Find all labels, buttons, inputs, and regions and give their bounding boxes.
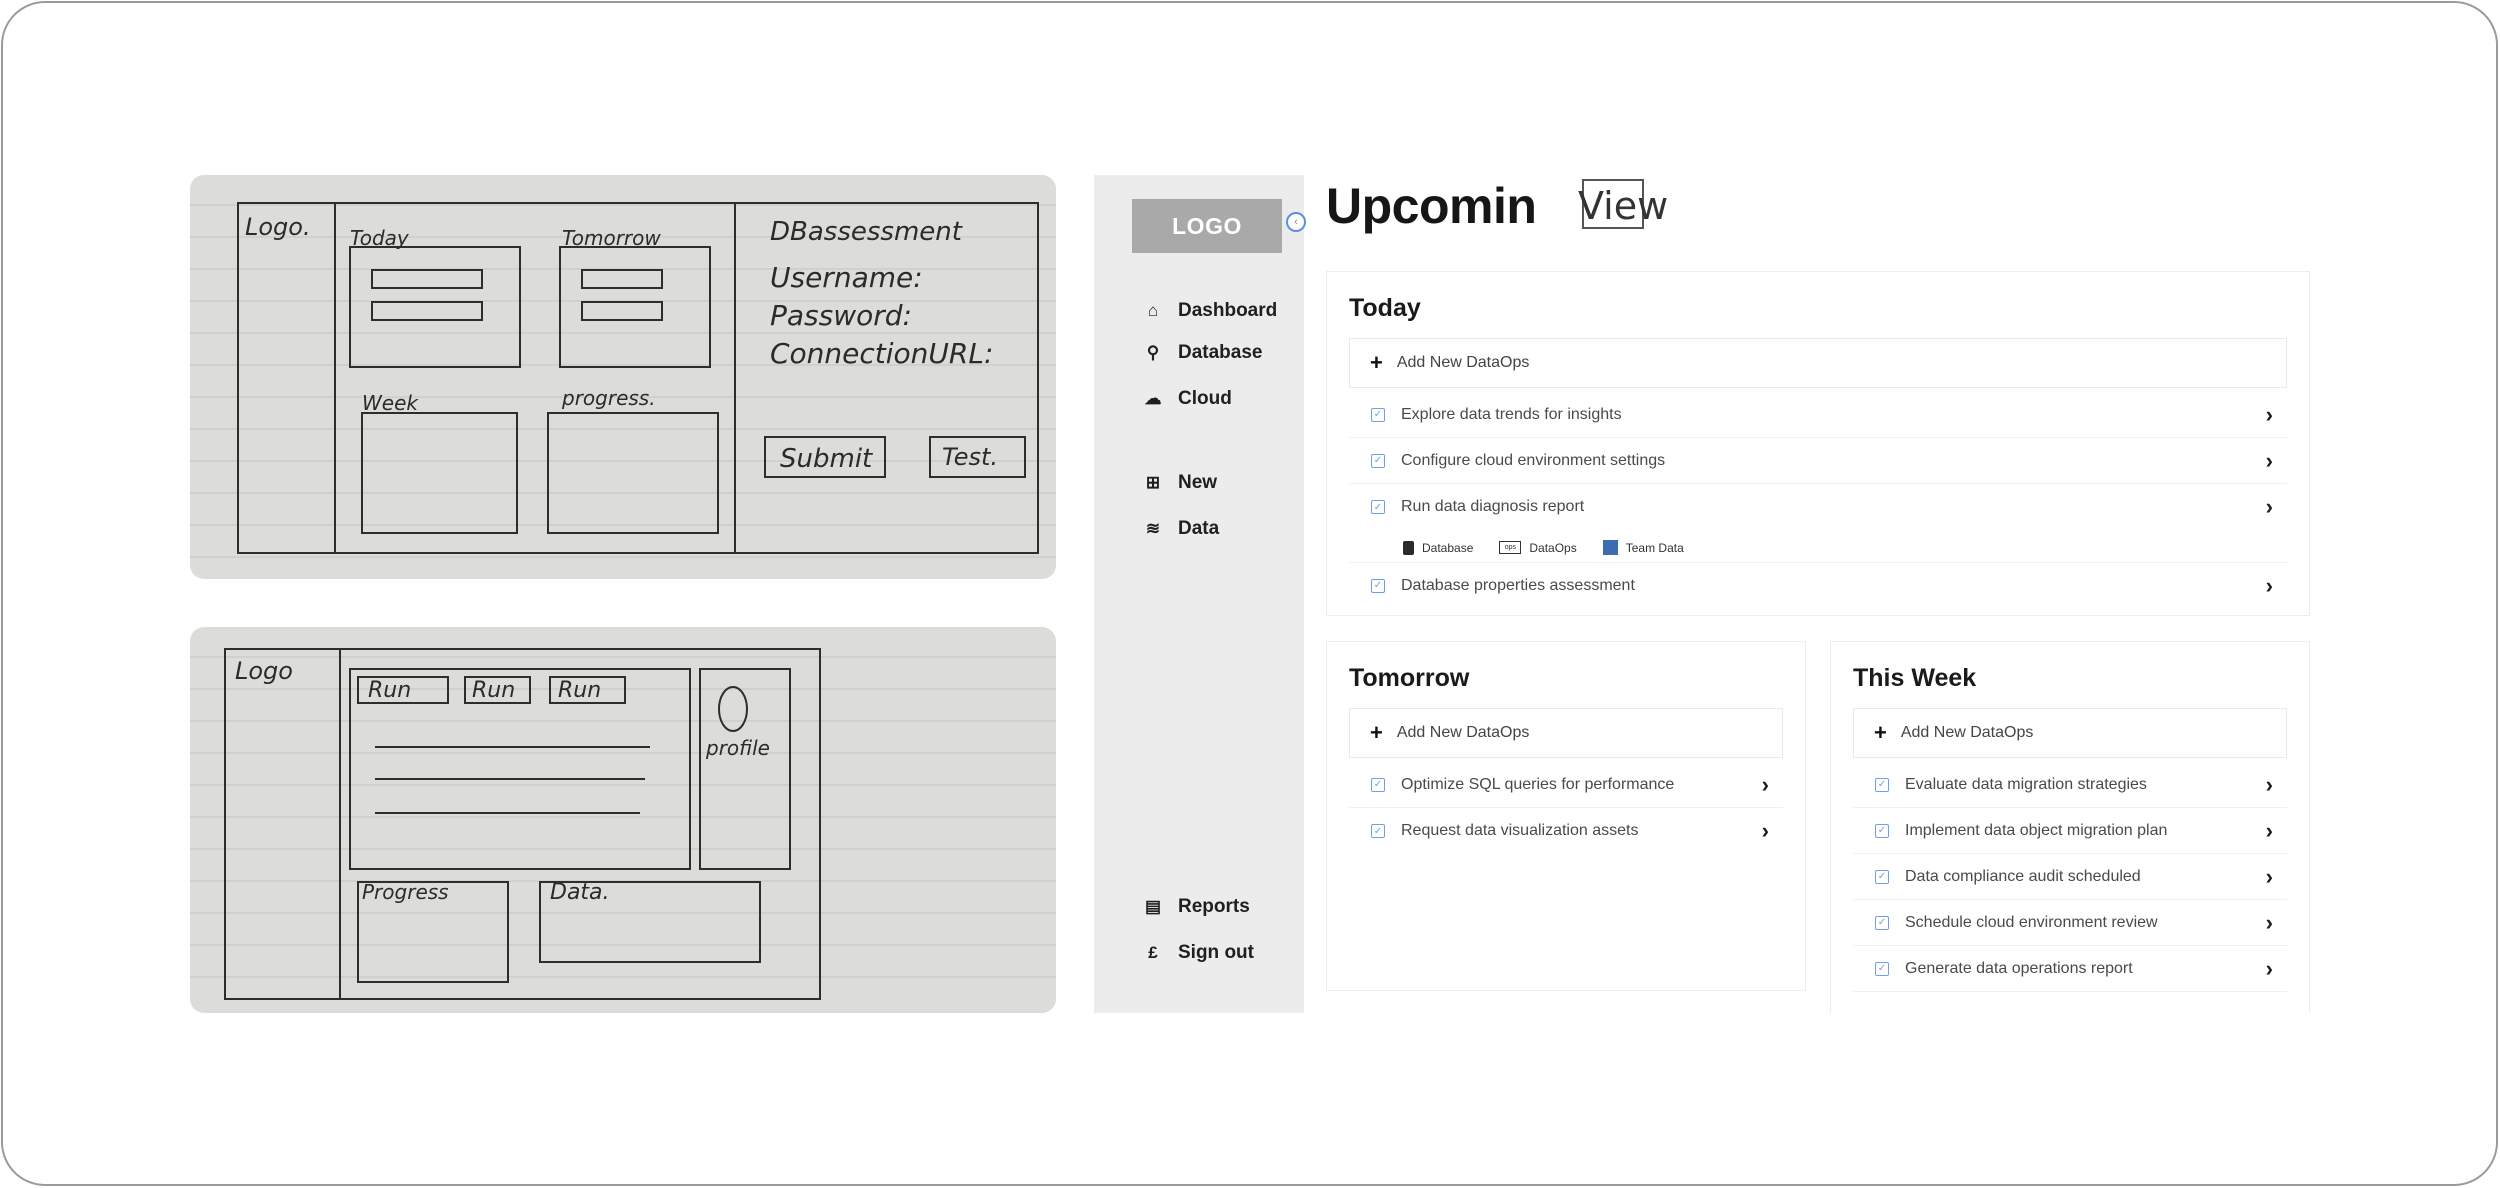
nav-signout-label: Sign out [1178,942,1254,963]
checkbox-icon[interactable]: ✓ [1371,408,1385,422]
checkbox-icon[interactable]: ✓ [1371,454,1385,468]
checkbox-icon[interactable]: ✓ [1371,579,1385,593]
sketch-connection: ConnectionURL: [770,337,994,370]
sketch-progress: progress. [562,386,656,410]
nav-data[interactable] [1142,515,1219,543]
sketch-username: Username: [770,261,923,294]
this-week-add-label: Add New DataOps [1900,724,2034,741]
tomorrow-add-label: Add New DataOps [1396,724,1530,741]
tomorrow-add-button[interactable] [1349,708,1783,758]
checkbox-icon[interactable]: ✓ [1875,824,1889,838]
wireframe-sketch-runs [190,627,1056,1013]
task-row[interactable] [1349,808,1783,854]
tag-database-label: Database [1422,540,1474,555]
database-icon: ≋ [1145,519,1161,538]
task-row[interactable] [1349,438,2287,484]
sketch2-run-2: Run [472,678,516,703]
today-add-label: Add New DataOps [1396,354,1530,371]
checkbox-icon[interactable]: ✓ [1875,778,1889,792]
task-label: Evaluate data migration strategies [1905,775,2147,793]
this-week-title: This Week [1853,664,1977,692]
sidebar [1094,175,1304,1013]
sketch2-logo: Logo [235,657,293,685]
task-label: Generate data operations report [1905,959,2133,977]
tag-team-data[interactable] [1603,540,1684,555]
nav-dashboard[interactable] [1142,297,1277,325]
chevron-right-icon[interactable]: › [2265,572,2273,598]
task-row[interactable] [1853,762,2287,808]
chevron-right-icon[interactable]: › [2265,955,2273,981]
nav-signout[interactable] [1142,939,1254,967]
plus-icon: + [1370,350,1383,375]
today-card [1326,271,2310,616]
task-label: Optimize SQL queries for performance [1401,775,1675,793]
nav-cloud-label: Cloud [1178,388,1232,409]
pound-icon: £ [1148,943,1158,962]
task-label: Schedule cloud environment review [1905,913,2158,931]
wireframe-sketch-dashboard [190,175,1056,579]
task-tags [1403,540,1684,555]
sketch-panel-title: DBassessment [770,217,962,247]
task-row[interactable] [1349,392,2287,438]
nav-database[interactable] [1142,339,1263,367]
database-tag-icon [1403,541,1414,555]
task-label: Explore data trends for insights [1401,405,1622,423]
team-data-tag-icon [1603,540,1618,555]
sketch-tomorrow: Tomorrow [562,226,661,250]
checkbox-icon[interactable]: ✓ [1875,916,1889,930]
chevron-right-icon[interactable]: › [2265,863,2273,889]
chevron-right-icon[interactable]: › [2265,494,2273,519]
task-label: Request data visualization assets [1401,822,1639,839]
checkbox-icon[interactable]: ✓ [1371,500,1385,514]
sketch-submit: Submit [780,444,873,474]
sketch-week: Week [362,391,418,415]
task-row[interactable] [1853,808,2287,854]
tag-dataops-label: DataOps [1529,540,1577,555]
task-label: Data compliance audit scheduled [1905,867,2141,885]
nav-database-label: Database [1178,342,1263,363]
tag-database[interactable] [1403,541,1473,555]
dataops-app-mockup [1094,175,2310,1013]
nav-data-label: Data [1178,518,1220,539]
page-title: Upcomin [1326,178,1537,234]
checkbox-icon[interactable]: ✓ [1371,778,1385,792]
checkbox-icon[interactable]: ✓ [1371,824,1385,838]
this-week-card [1830,641,2310,1013]
collapse-sidebar-icon[interactable]: ‹ [1286,212,1306,232]
tomorrow-title: Tomorrow [1349,664,1470,692]
checkbox-icon[interactable]: ✓ [1875,870,1889,884]
tag-dataops[interactable] [1499,541,1576,555]
this-week-add-button[interactable] [1853,708,2287,758]
task-row[interactable] [1853,946,2287,992]
dataops-tag-icon: ops [1499,541,1521,554]
sketch-today: Today [350,226,409,250]
sketch2-run-1: Run [368,678,412,703]
cloud-icon: ☁ [1144,389,1162,408]
home-icon: ⌂ [1147,301,1159,320]
today-title: Today [1349,294,1421,322]
chevron-right-icon[interactable]: › [2265,771,2273,797]
nav-dashboard-label: Dashboard [1178,300,1278,321]
plus-square-icon: ⊞ [1145,473,1161,492]
nav-reports-label: Reports [1178,896,1250,917]
view-toggle-label: View [1578,184,1669,228]
task-row[interactable] [1349,762,1783,808]
tag-team-data-label: Team Data [1625,540,1684,555]
task-row[interactable] [1853,854,2287,900]
tomorrow-card [1326,641,1806,991]
task-label: Run data diagnosis report [1401,498,1585,515]
chevron-right-icon[interactable]: › [1761,771,1769,797]
view-toggle[interactable] [1578,179,1669,229]
sketch-password: Password: [770,299,912,332]
sketch2-progress: Progress [362,880,449,904]
app-logo[interactable]: LOGO [1132,199,1282,253]
today-add-button[interactable] [1349,338,2287,388]
task-row[interactable] [1349,484,2287,530]
task-row[interactable] [1853,900,2287,946]
plus-icon: + [1874,720,1887,745]
task-row[interactable] [1349,562,2287,608]
search-icon: ⚲ [1146,343,1160,362]
file-icon: ▤ [1144,897,1162,916]
chevron-right-icon[interactable]: › [2265,909,2273,935]
plus-icon: + [1370,720,1383,745]
nav-new[interactable] [1142,469,1217,497]
chevron-right-icon[interactable]: › [2265,447,2273,473]
sketch-logo: Logo. [245,213,311,241]
sketch2-profile: profile [706,736,770,760]
checkbox-icon[interactable]: ✓ [1875,962,1889,976]
chevron-right-icon[interactable]: › [2265,817,2273,843]
sketch2-data: Data. [550,880,610,905]
task-label: Implement data object migration plan [1905,821,2168,839]
nav-reports[interactable] [1142,893,1250,921]
nav-new-label: New [1178,472,1218,493]
sketch-test: Test. [942,443,999,471]
sketch2-run-3: Run [558,678,602,703]
chevron-right-icon[interactable]: › [1761,818,1769,843]
chevron-right-icon[interactable]: › [2265,401,2273,427]
task-label: Configure cloud environment settings [1401,451,1666,469]
task-label: Database properties assessment [1401,576,1635,594]
nav-cloud[interactable] [1142,385,1232,413]
